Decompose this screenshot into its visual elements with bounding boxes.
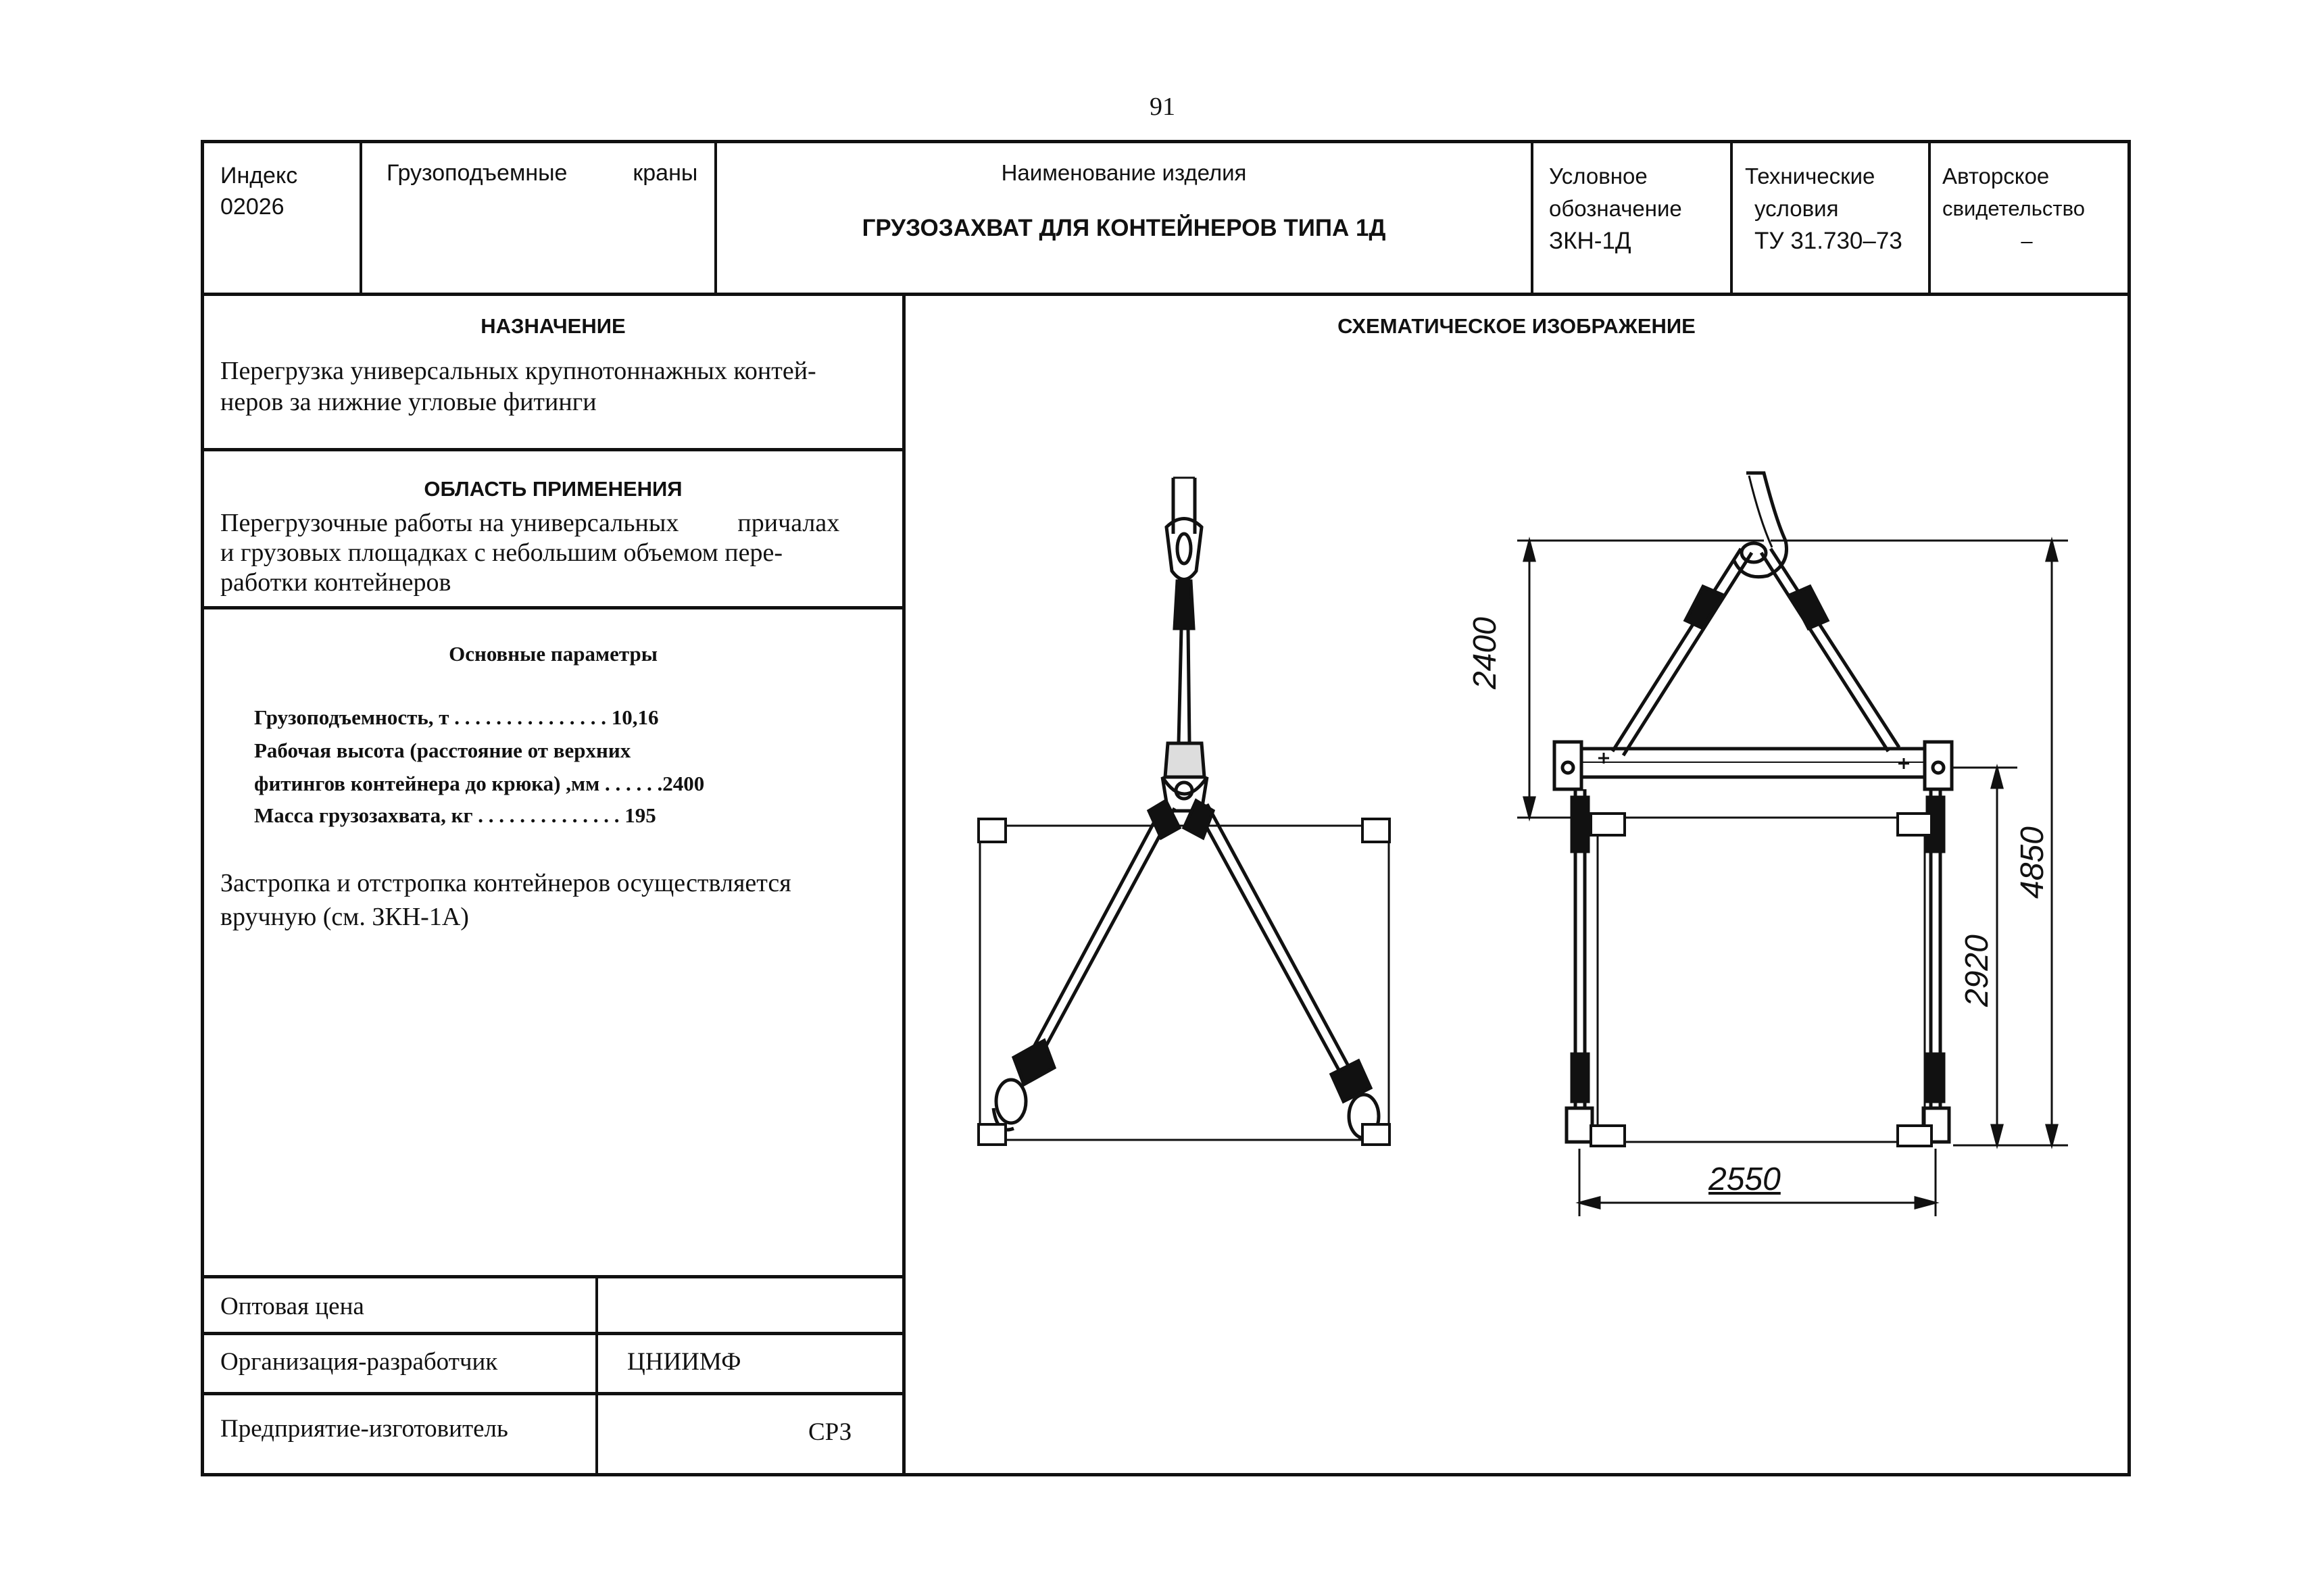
- dimension-lines: [1517, 541, 2068, 1216]
- author-value: –: [2021, 229, 2033, 253]
- application-title: ОБЛАСТЬ ПРИМЕНЕНИЯ: [424, 477, 683, 501]
- designation-value: ЗКН-1Д: [1549, 228, 1631, 254]
- designation-label-1: Условное: [1549, 164, 1648, 189]
- author-label-1: Авторское: [1942, 164, 2050, 189]
- product-name-label: Наименование изделия: [1001, 160, 1247, 185]
- spec-label-2: условия: [1754, 196, 1839, 221]
- page-number: 91: [1150, 93, 1175, 121]
- dimension-label-2400: 2400: [1467, 617, 1503, 689]
- price-label: Оптовая цена: [220, 1293, 364, 1320]
- product-name: ГРУЗОЗАХВАТ ДЛЯ КОНТЕЙНЕРОВ ТИПА 1Д: [862, 215, 1386, 241]
- application-line-3: работки контейнеров: [220, 568, 451, 597]
- purpose-title: НАЗНАЧЕНИЕ: [481, 314, 626, 338]
- param-height-2: фитингов контейнера до крюка) ,мм . . . . . .2400: [254, 772, 705, 795]
- side-view-sling: [979, 478, 1389, 1145]
- param-height-1: Рабочая высота (расстояние от верхних: [254, 739, 631, 762]
- dimension-label-4850: 4850: [2015, 826, 2050, 899]
- dimension-label-2920: 2920: [1959, 934, 1995, 1007]
- dimension-label-2550: 2550: [1708, 1162, 1781, 1197]
- param-mass: Масса грузозахвата, кг . . . . . . . . . . . . . . 195: [254, 803, 656, 827]
- params-title: Основные параметры: [449, 642, 658, 666]
- application-line-1a: Перегрузочные работы на универсальных: [220, 509, 679, 537]
- purpose-line-2: неров за нижние угловые фитинги: [220, 388, 597, 416]
- index-value: 02026: [220, 194, 285, 220]
- category-word1: Грузоподъемные: [387, 160, 568, 186]
- purpose-line-1: Перегрузка универсальных крупнотоннажных контей-: [220, 357, 816, 385]
- maker-label: Предприятие-изготовитель: [220, 1415, 508, 1443]
- application-line-1b: причалах: [737, 509, 840, 537]
- author-label-2: свидетельство: [1942, 197, 2085, 220]
- end-view-spreader: [1554, 473, 1952, 1146]
- designation-label-2: обозначение: [1549, 196, 1682, 221]
- developer-value: ЦНИИМФ: [627, 1348, 741, 1376]
- index-label: Индекс: [220, 163, 298, 189]
- application-line-2: и грузовых площадках с небольшим объемом пере-: [220, 539, 783, 567]
- spec-value: ТУ 31.730–73: [1754, 228, 1902, 254]
- category-word2: краны: [633, 160, 698, 186]
- param-capacity: Грузоподъемность, т . . . . . . . . . . . . . . . 10,16: [254, 705, 659, 729]
- note-line-2: вручную (см. ЗКН-1А): [220, 903, 469, 931]
- developer-label: Организация-разработчик: [220, 1348, 498, 1376]
- schematic-title: СХЕМАТИЧЕСКОЕ ИЗОБРАЖЕНИЕ: [1337, 314, 1696, 338]
- maker-value: СРЗ: [808, 1418, 852, 1446]
- spec-label-1: Технические: [1745, 164, 1875, 189]
- note-line-1: Застропка и отстропка контейнеров осуществляется: [220, 869, 791, 897]
